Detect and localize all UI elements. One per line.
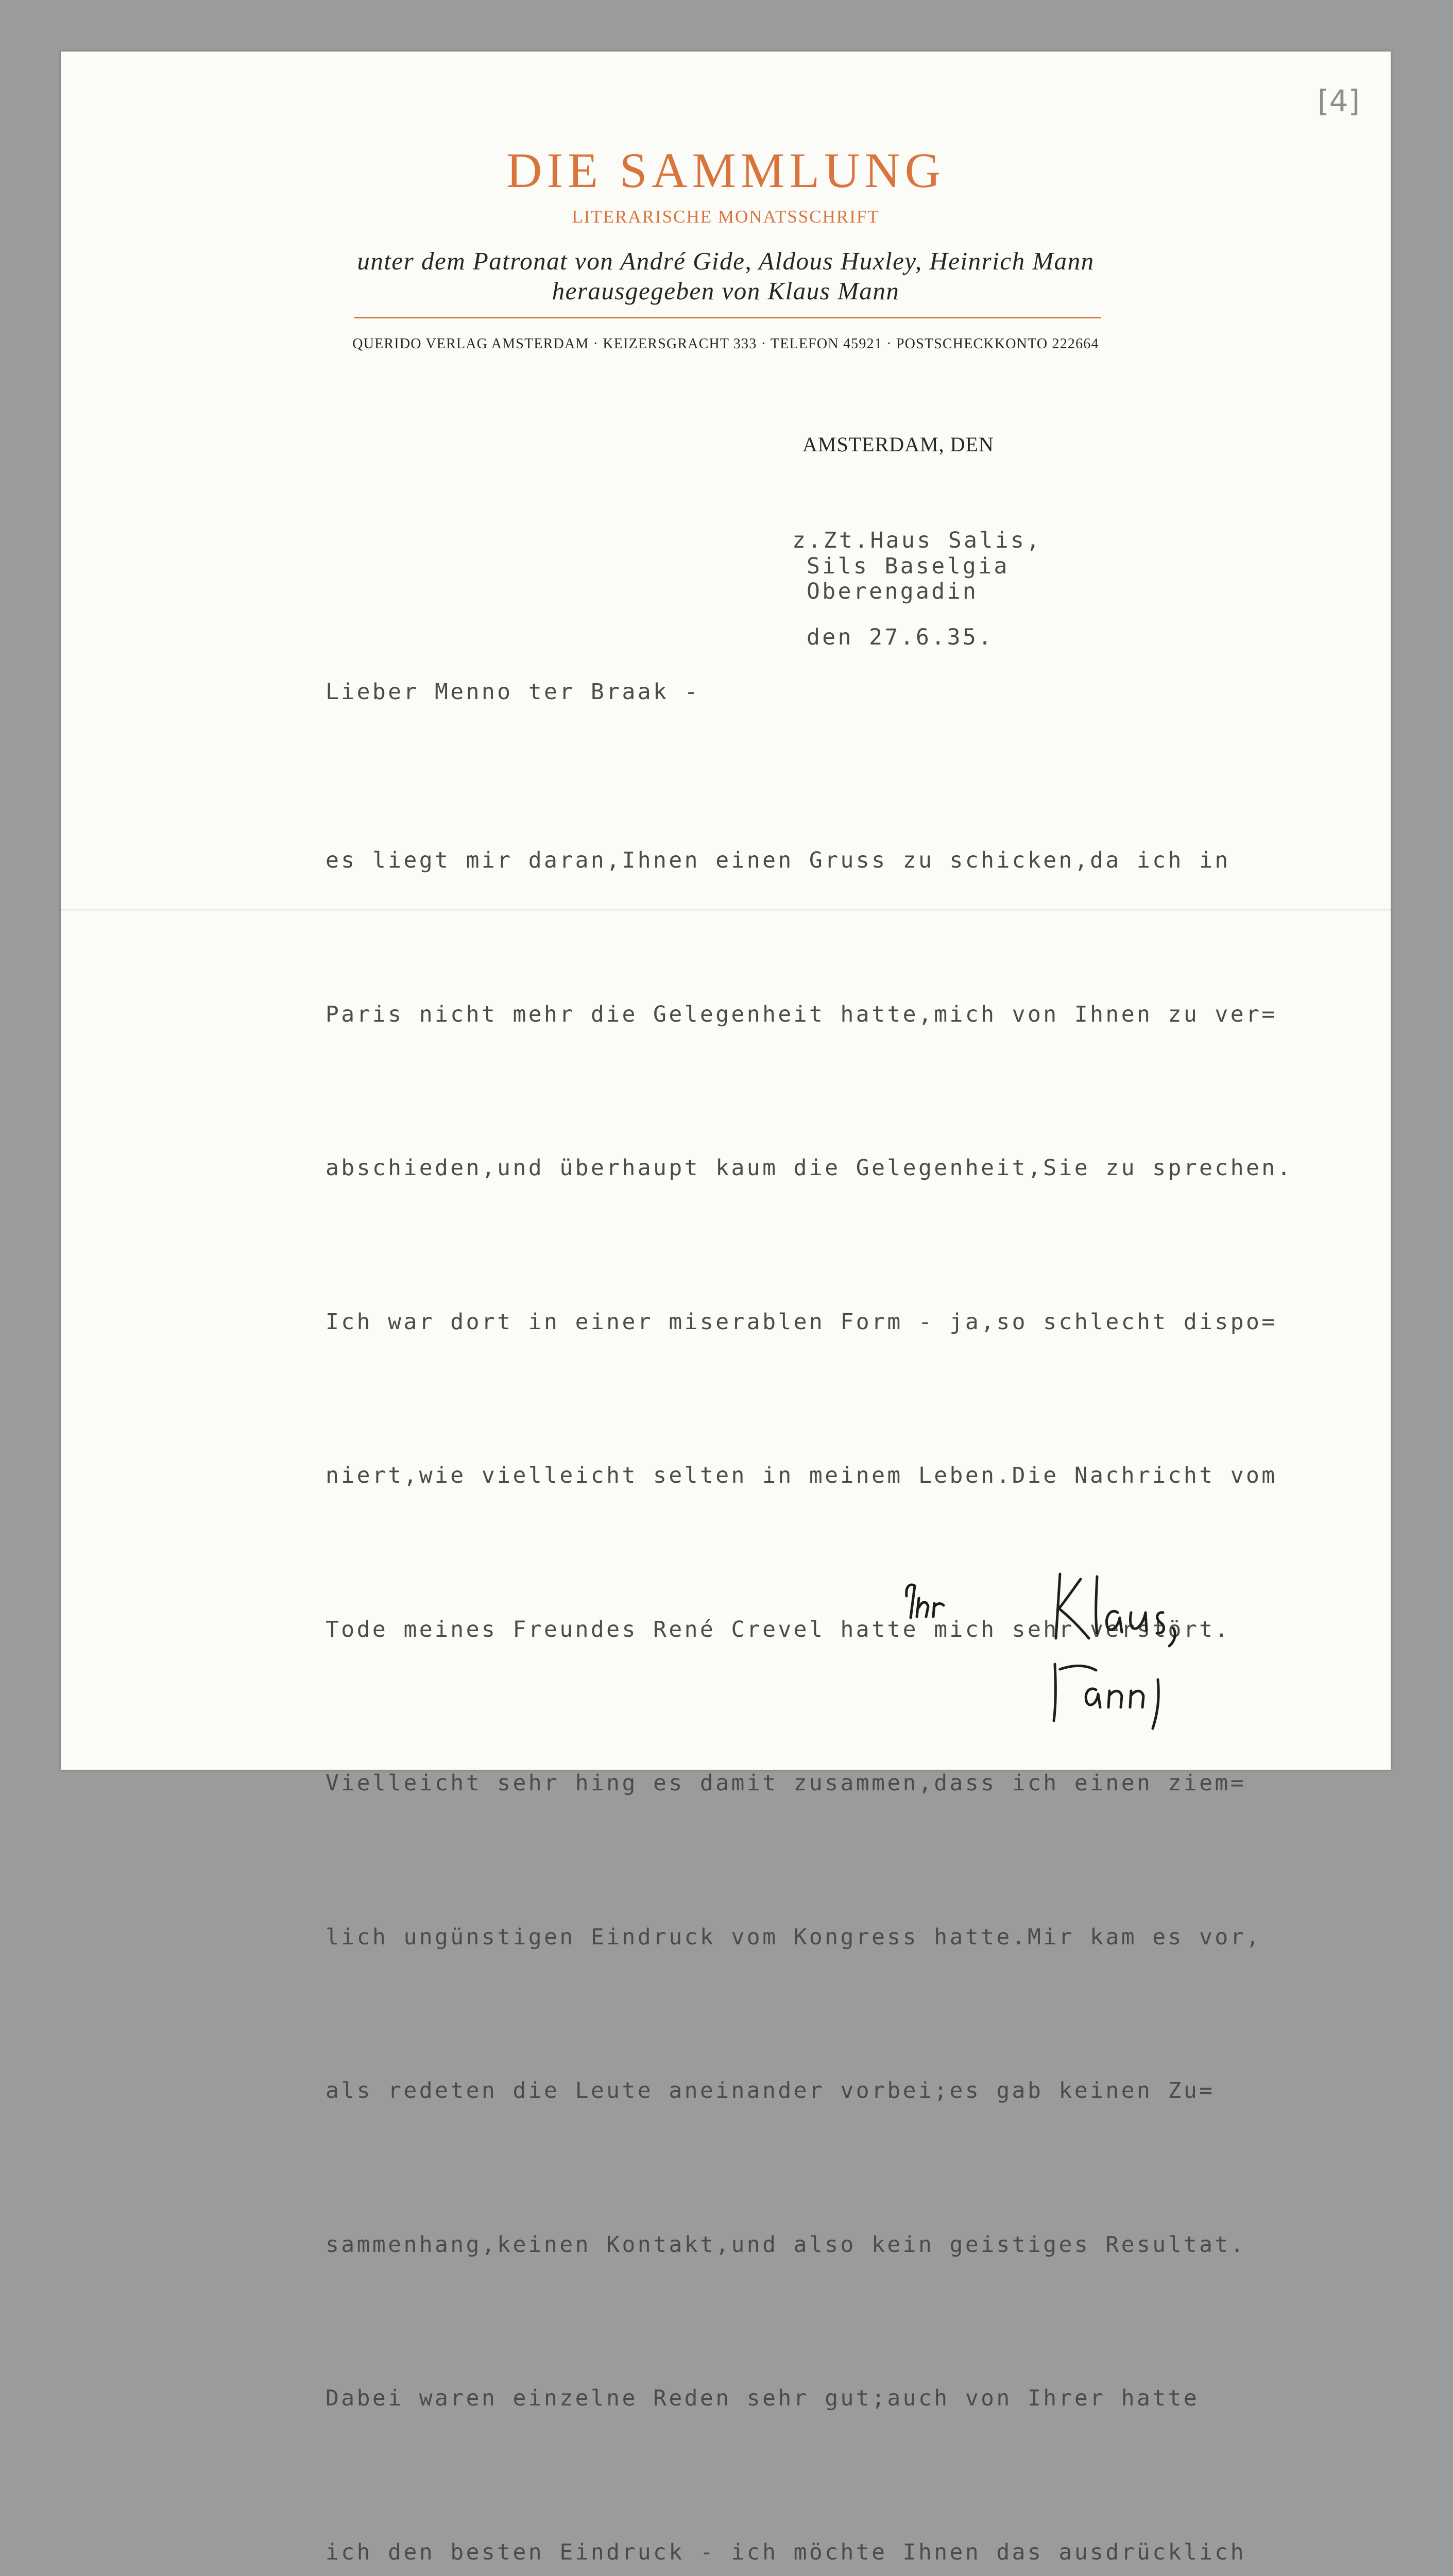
body-line: Vielleicht sehr hing es damit zusammen,dass ich einen ziem= — [326, 1758, 1293, 1809]
body-line: Tode meines Freundes René Crevel hatte mich sehr verstört. — [326, 1604, 1293, 1656]
archive-mark: [4] — [1318, 83, 1360, 118]
letterhead-address: QUERIDO VERLAG AMSTERDAM · KEIZERSGRACHT 333 · TELEFON 45921 · POSTSCHECKKONTO 222664 — [61, 337, 1391, 351]
letterhead-divider — [354, 317, 1101, 318]
letter-date: den 27.6.35. — [807, 626, 994, 649]
body-line: abschieden,und überhaupt kaum die Gelegenheit,Sie zu sprechen. — [326, 1143, 1293, 1194]
letterhead-title: DIE SAMMLUNG — [61, 146, 1391, 195]
sender-address-line: Sils Baselgia — [807, 555, 1010, 578]
body-line: ich den besten Eindruck - ich möchte Ihnen das ausdrücklich — [326, 2527, 1293, 2576]
letterhead-subtitle: LITERARISCHE MONATSSCHRIFT — [61, 208, 1391, 226]
letterhead-place: AMSTERDAM, DEN — [802, 434, 994, 455]
letter-greeting: Lieber Menno ter Braak - — [326, 681, 700, 703]
letter-paper — [61, 52, 1391, 1770]
body-line: als redeten die Leute aneinander vorbei;es gab keinen Zu= — [326, 2065, 1293, 2117]
letterhead-editor: herausgegeben von Klaus Mann — [61, 276, 1391, 307]
body-line: Ich war dort in einer miserablen Form - ja,so schlecht dispo= — [326, 1297, 1293, 1348]
handwritten-signature — [885, 1535, 1276, 1736]
sender-address-line: z.Zt.Haus Salis, — [792, 530, 1042, 552]
body-line: niert,wie vielleicht selten in meinem Leben.Die Nachricht vom — [326, 1450, 1293, 1502]
body-line: lich ungünstigen Eindruck vom Kongress hatte.Mir kam es vor, — [326, 1912, 1293, 1963]
sender-address-line: Oberengadin — [807, 581, 978, 603]
body-line: Paris nicht mehr die Gelegenheit hatte,mich von Ihnen zu ver= — [326, 989, 1293, 1041]
body-line: Dabei waren einzelne Reden sehr gut;auch von Ihrer hatte — [326, 2373, 1293, 2425]
letterhead-patronage: unter dem Patronat von André Gide, Aldous Huxley, Heinrich Mann — [61, 246, 1391, 277]
body-line: sammenhang,keinen Kontakt,und also kein geistiges Resultat. — [326, 2219, 1293, 2271]
body-line: es liegt mir daran,Ihnen einen Gruss zu schicken,da ich in — [326, 835, 1293, 887]
